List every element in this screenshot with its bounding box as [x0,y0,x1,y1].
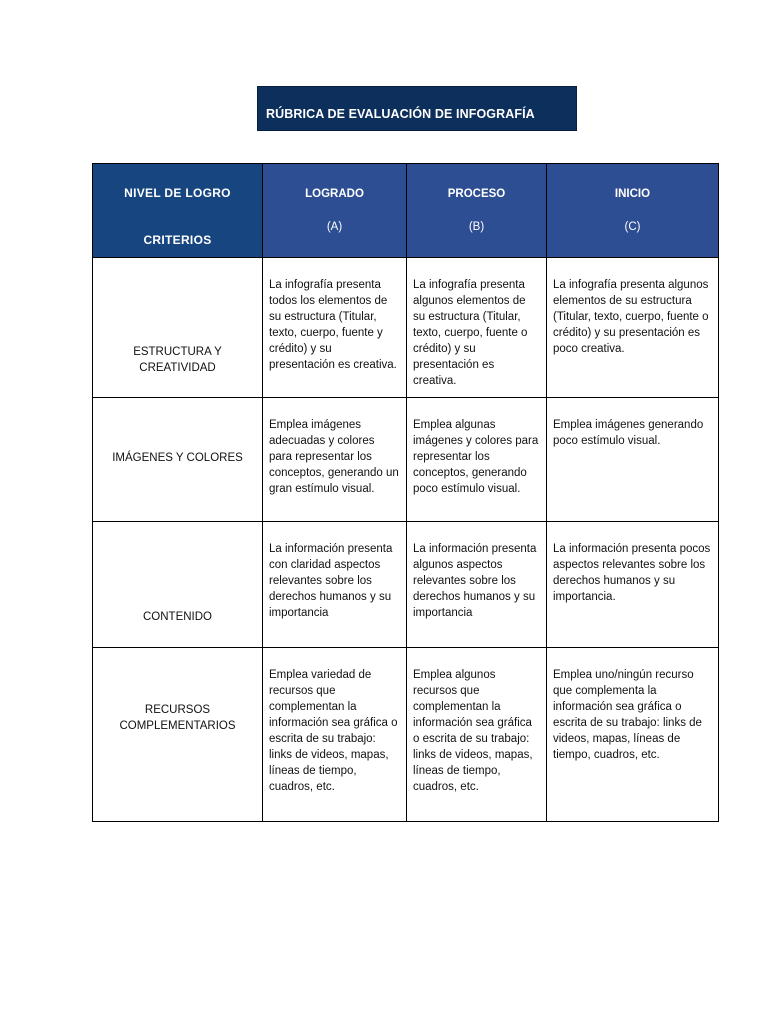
header-level-name: INICIO [614,188,651,200]
criterion-recursos: RECURSOS COMPLEMENTARIOS [93,648,263,822]
rubric-title-box [257,86,577,131]
table-row [93,648,719,822]
rubric-table [92,163,719,822]
header-level-code: (A) [326,221,343,233]
header-proceso [407,164,547,258]
header-level-code: (C) [624,221,641,233]
table-row [93,258,719,398]
cell-inicio: La información presenta pocos aspectos relevantes sobre los derechos humanos y su importancia. [547,522,719,648]
cell-proceso: Emplea algunas imágenes y colores para representar los conceptos, generando poco estímulo visual. [407,398,547,522]
cell-inicio: La infografía presenta algunos elementos de su estructura (Titular, texto, cuerpo, fuente o crédito) y su presentación es poco creativa. [547,258,719,398]
header-level-code: (B) [468,221,485,233]
table-row [93,398,719,522]
header-criterios-label: CRITERIOS [143,233,212,247]
cell-logrado: Emplea imágenes adecuadas y colores para representar los conceptos, generando un gran estímulo visual. [263,398,407,522]
cell-inicio: Emplea imágenes generando poco estímulo visual. [547,398,719,522]
cell-proceso: La infografía presenta algunos elementos de su estructura (Titular, texto, cuerpo, fuente o crédito) y su presentación es creativa. [407,258,547,398]
cell-inicio: Emplea uno/ningún recurso que complementa la información sea gráfica o escrita de su trabajo: links de videos, mapas, líneas de tiempo, cuadros, etc. [547,648,719,822]
header-criteria [93,164,263,258]
criterion-estructura: ESTRUCTURA Y CREATIVIDAD [93,258,263,398]
header-nivel-label: NIVEL DE LOGRO [124,186,231,200]
table-row [93,522,719,648]
criterion-imagenes: IMÁGENES Y COLORES [93,398,263,522]
cell-proceso: Emplea algunos recursos que complementan la información sea gráfica o escrita de su trabajo: links de videos, mapas, líneas de tiempo, cuadros, etc. [407,648,547,822]
header-level-name: LOGRADO [305,188,364,200]
header-logrado [263,164,407,258]
cell-logrado: La información presenta con claridad aspectos relevantes sobre los derechos humanos y su importancia [263,522,407,648]
rubric-title: RÚBRICA DE EVALUACIÓN DE INFOGRAFÍA [266,106,535,121]
cell-logrado: La infografía presenta todos los elementos de su estructura (Titular, texto, cuerpo, fuente y crédito) y su presentación es creativa. [263,258,407,398]
cell-proceso: La información presenta algunos aspectos relevantes sobre los derechos humanos y su importancia [407,522,547,648]
cell-logrado: Emplea variedad de recursos que complementan la información sea gráfica o escrita de su trabajo: links de videos, mapas, líneas de tiempo, cuadros, etc. [263,648,407,822]
header-level-name: PROCESO [447,188,506,200]
header-row [93,164,719,258]
criterion-contenido: CONTENIDO [93,522,263,648]
header-inicio [547,164,719,258]
